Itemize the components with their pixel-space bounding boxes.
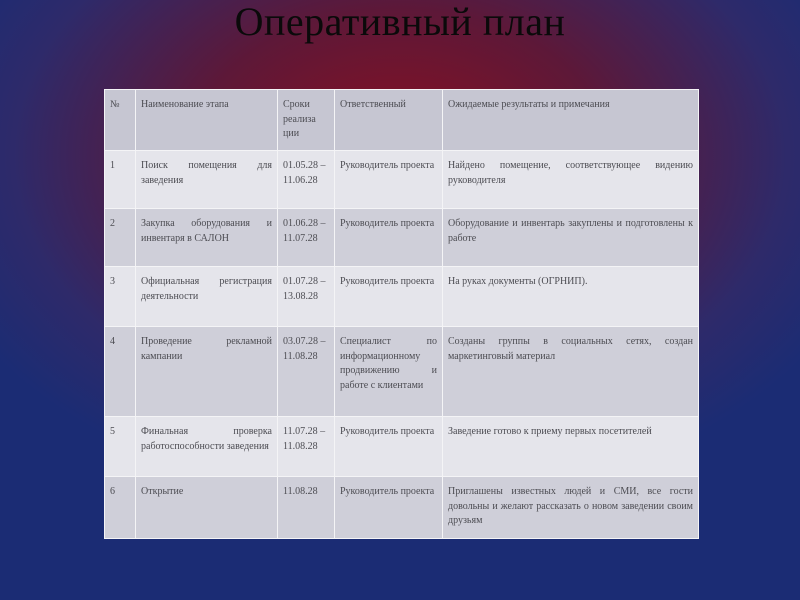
row-stage: Открытие [136,477,278,539]
table-row [105,477,699,539]
row-result: На руках документы (ОГРНИП). [443,267,699,327]
row-stage: Финальная проверка работоспособности заведения [136,417,278,477]
row-number: 5 [105,417,136,477]
row-responsible: Руководитель проекта [335,209,443,267]
row-stage: Поиск помещения для заведения [136,151,278,209]
row-responsible: Руководитель проекта [335,267,443,327]
row-result: Заведение готово к приему первых посетителей [443,417,699,477]
table-row [105,209,699,267]
row-stage: Официальная регистрация деятельности [136,267,278,327]
row-dates: 01.07.28 – 13.08.28 [278,267,335,327]
row-number: 2 [105,209,136,267]
slide-title: Оперативный план [234,0,566,44]
row-responsible: Руководитель проекта [335,477,443,539]
row-dates: 01.05.28 – 11.06.28 [278,151,335,209]
row-stage: Проведение рекламной кампании [136,327,278,417]
row-responsible: Руководитель проекта [335,151,443,209]
row-number: 4 [105,327,136,417]
table-row [105,267,699,327]
row-stage: Закупка оборудования и инвентаря в САЛОН [136,209,278,267]
header-number: № [105,90,136,151]
row-number: 3 [105,267,136,327]
row-result: Оборудование и инвентарь закуплены и подготовлены к работе [443,209,699,267]
row-dates: 01.06.28 – 11.07.28 [278,209,335,267]
header-responsible: Ответственный [335,90,443,151]
operational-plan-table [104,89,699,539]
table-row [105,417,699,477]
row-dates: 11.07.28 – 11.08.28 [278,417,335,477]
row-dates: 03.07.28 – 11.08.28 [278,327,335,417]
header-result: Ожидаемые результаты и примечания [443,90,699,151]
row-dates: 11.08.28 [278,477,335,539]
row-number: 6 [105,477,136,539]
row-number: 1 [105,151,136,209]
row-responsible: Специалист по информационному продвижению и работе с клиентами [335,327,443,417]
table-row [105,151,699,209]
table-header-row [105,90,699,151]
row-result: Созданы группы в социальных сетях, создан маркетинговый материал [443,327,699,417]
row-result: Приглашены известных людей и СМИ, все гости довольны и желают рассказать о новом заведении своим друзьям [443,477,699,539]
header-stage: Наименование этапа [136,90,278,151]
row-result: Найдено помещение, соответствующее видению руководителя [443,151,699,209]
row-responsible: Руководитель проекта [335,417,443,477]
header-dates: Сроки реализа ции [278,90,335,151]
table-row [105,327,699,417]
